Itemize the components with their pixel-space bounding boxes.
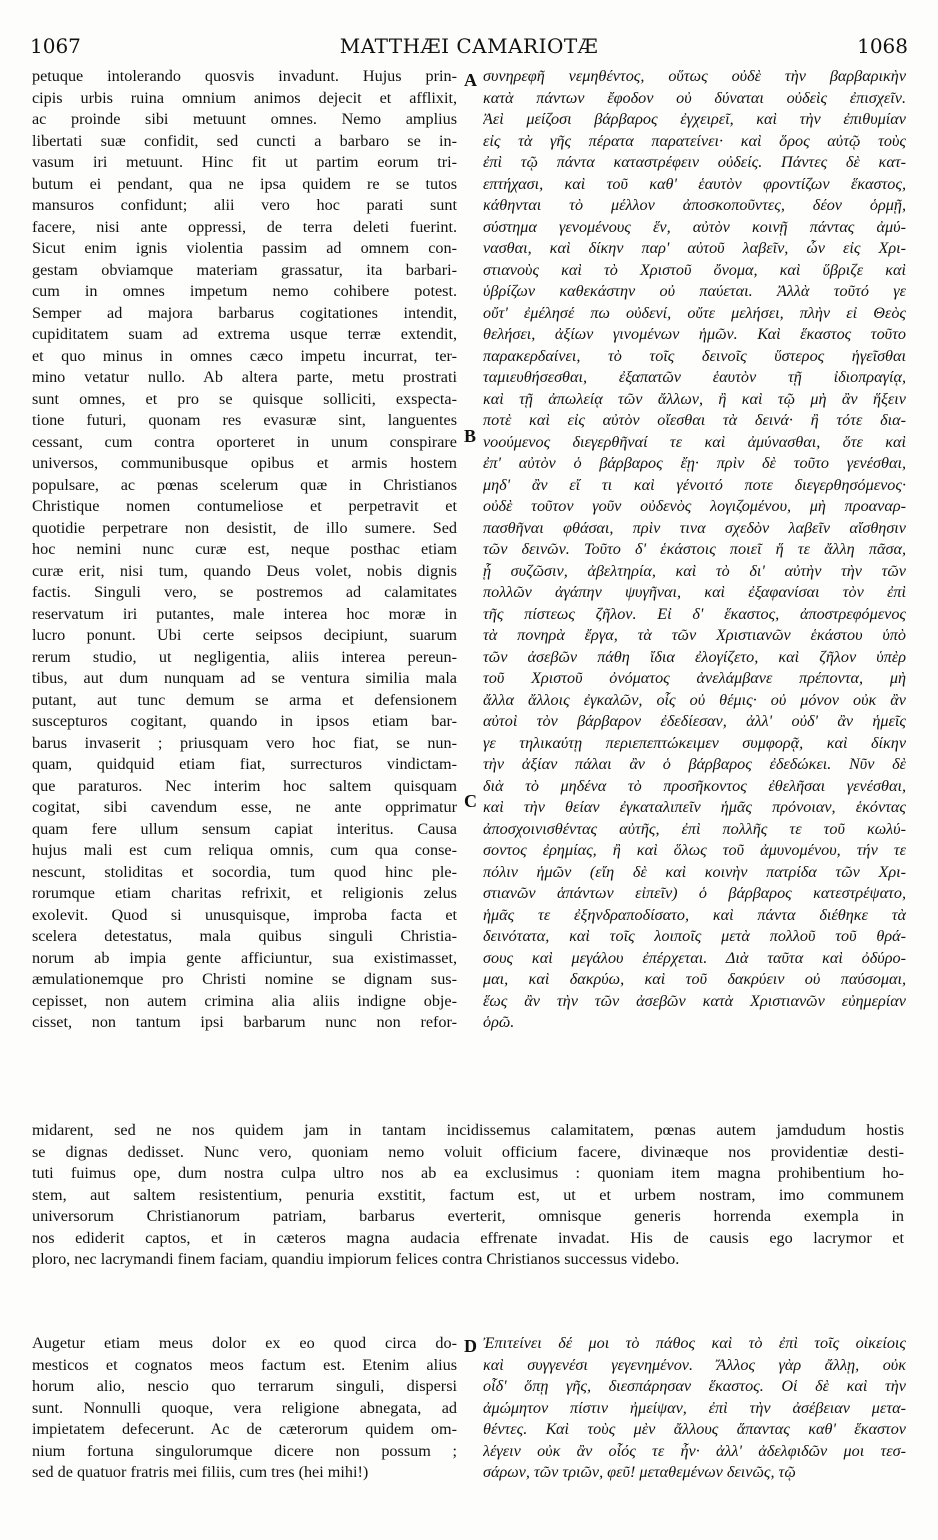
- text-line: διὰ τὸ μηδένα τὸ προσῆκοντος ἐθελῆσαι γενέσθαι,: [483, 776, 906, 795]
- text-line: æmulationemque pro Christi nomine se dignam sus-: [32, 970, 457, 988]
- text-line: suscepturos cogitant, quando in ipsos etiam bar-: [32, 712, 457, 730]
- text-line: tione futuri, quonam res evasuræ sint, languentes: [32, 411, 457, 429]
- text-line: στιανῶν ἁπάντων εἰπεῖν) ὁ βάρβαρος κατεστρέψατο,: [483, 884, 906, 902]
- text-line: norum ab impia gente afficiuntur, sua existimasset,: [32, 948, 457, 967]
- text-line: λέγειν οὐκ ἂν οἷός τε ἦν· ἀλλ' ἀδελφιδῶν μοι τεσ-: [483, 1441, 906, 1460]
- text-line: τῶν δεινῶν. Τοῦτο δ' ἑκάστοις ποιεῖ ἥ τε ἄλλη πᾶσα,: [483, 540, 906, 558]
- text-line: ἄλλα ἄλλοις ἐγκαλῶν, οἷς οὐ θέμις· οὐ μόνον οὐκ ἂν: [483, 690, 906, 709]
- text-line: ἡμᾶς τε ἐξηνδραποδίσατο, καὶ πάντα διέθηκε τὰ: [483, 905, 906, 924]
- section-marker-a: A: [464, 70, 477, 90]
- text-line: καὶ τὴν θείαν ἐγκαταλιπεῖν ἡμᾶς πρόνοιαν, ἑκόντας: [483, 798, 906, 816]
- text-line: cipis urbis ruina omnium animos dejecit et afflixit,: [32, 88, 457, 107]
- text-line: scelera detestatus, mala quibus singuli Christia-: [32, 927, 457, 945]
- text-line: cupiditatem suam ad extrema usque terræ extendit,: [32, 325, 457, 343]
- text-line: κάθηνται τὸ μέλλον ἀποσκοποῦντες, δέον ὁρμῇ,: [483, 196, 906, 214]
- text-line: Sicut enim ignis violentia passim ad omnem con-: [32, 239, 457, 257]
- page-header: [30, 34, 908, 60]
- text-line: que paraturos. Nec interim hoc saltem quisquam: [32, 776, 457, 795]
- text-line: impietatem defecerunt. Ac de cæterorum quidem om-: [32, 1420, 457, 1438]
- text-line: gestam obviamque materiam grassatur, ita barbari-: [32, 260, 457, 279]
- text-line: rorumque etiam charitas refrixit, et religionis zelus: [32, 884, 457, 902]
- text-line: cisset, non tantum ipsi barbarum nunc non refor-: [32, 1013, 457, 1031]
- text-line: οὔτ' ἐμέλησέ πω οὐδενί, οὔτε μελήσει, πλὴν εἰ Θεὸς: [483, 303, 906, 322]
- text-line: νοούμενος διεγερθῆναί τε καὶ ἀμύνασθαι, ὅτε καὶ: [483, 432, 906, 451]
- text-line: ὑβρίζων καθεκάστην οὐ παύεται. Ἀλλὰ τοῦτό γε: [483, 282, 906, 300]
- text-line: ploro, nec lacrymandi finem faciam, quandiu impiorum felices contra Christianos successus videbo.: [32, 1250, 680, 1268]
- text-line: Ἐπιτείνει δέ μοι τὸ πάθος καὶ τὸ ἐπὶ τοῖς οἰκείοις: [483, 1334, 906, 1352]
- text-line: petuque intolerando quosvis invadunt. Hujus prin-: [32, 67, 457, 85]
- text-line: αὐτοὶ τὸν βάρβαρον ἐδεδίεσαν, ἀλλ' οὐδ' ἂν ἡμεῖς: [483, 712, 906, 730]
- section-marker-d: D: [464, 1336, 477, 1356]
- text-line: ὁρῶ.: [483, 1013, 515, 1031]
- text-line: Augetur etiam meus dolor ex eo quod circa do-: [32, 1334, 457, 1352]
- text-line: hoc nemini nunc curæ est, neque posthac etiam: [32, 540, 457, 558]
- text-line: σους καὶ μεγάλου ἐπέρχεται. Διὰ ταῦτα καὶ ὀδύρο-: [483, 948, 906, 967]
- text-line: ταμιευθήσεσθαι, ἐξαπατῶν ἑαυτὸν τῇ ἰδιοπραγίᾳ,: [483, 368, 906, 386]
- text-line: putant, aut tunc demum se arma et defensionem: [32, 690, 457, 709]
- text-line: sed de quatuor fratris mei filiis, cum tres (hei mihi!): [32, 1463, 369, 1481]
- text-line: ἐπὶ τῷ πάντα καταστρέφειν οὐδείς. Πάντες δὲ κατ-: [483, 153, 906, 171]
- text-line: ἐπ' αὐτὸν ὁ βάρβαρος ἔῃ· πρὶν δὲ τοῦτο γενέσθαι,: [483, 454, 906, 472]
- text-line: σύστημα γενομένους ἕν, αὐτὸν κοινῇ πάντας ἀμύ-: [483, 217, 906, 236]
- text-line: universorum Christianorum patriam, barbarus everterit, omnisque generis horrenda exempla in: [32, 1207, 904, 1225]
- text-line: πασθῆναι φθάσαι, πρὶν τινα σχεδὸν λαβεῖν αἴσθησιν: [483, 518, 906, 537]
- text-line: καὶ συγγενέσι γεγενημένον. Ἄλλος γὰρ ἄλλῃ, οὐκ: [483, 1355, 906, 1374]
- text-line: συνηρεφῆ νεμηθέντος, οὕτως οὐδὲ τὴν βαρβαρικὴν: [483, 67, 906, 85]
- text-line: populsare, ac pœnas scelerum quæ in Christianos: [32, 475, 457, 494]
- running-title: MATTHÆI CAMARIOTÆ: [339, 34, 599, 58]
- text-line: παρακερδαίνει, τὸ τοῖς δεινοῖς ὕστερος ἡγεῖσθαι: [483, 346, 906, 365]
- text-line: horum alio, nescio quo terrarum singuli, dispersi: [32, 1377, 457, 1395]
- text-line: ποτὲ καὶ εἰς αὐτὸν οἴεσθαι τὰ δεινά· ἢ τότε δια-: [483, 411, 906, 429]
- text-line: mansuros confidunt; alii vero hoc parati sunt: [32, 196, 457, 214]
- text-line: σάρων, τῶν τριῶν, φεῦ! μεταθεμένων δεινῶς, τῷ: [483, 1463, 796, 1481]
- text-line: vasum iri metuunt. Hinc fit ut partim eorum tri-: [32, 153, 457, 171]
- text-line: butum ei pendant, qua ne ipsa quidem re se tutos: [32, 174, 457, 193]
- text-line: barus invaserit ; priusquam vero hoc fiat, se nun-: [32, 733, 457, 752]
- section-marker-b: B: [464, 426, 477, 446]
- text-line: quam fere ullum sensum capiat interitus. Causa: [32, 819, 457, 838]
- text-line: quotidie perpetrare non desistit, de illo sumere. Sed: [32, 518, 457, 537]
- text-line: rerum studio, ut negligentia, aliis interea pereun-: [32, 647, 457, 666]
- text-line: τὴν ἀξίαν πάλαι ἂν ὁ βάρβαρος ἐδεδώκει. Νῦν δὲ: [483, 755, 906, 773]
- text-line: Christique nomen contumeliose et perpetravit et: [32, 497, 457, 515]
- text-line: τῶν ἀσεβῶν πάθη ἴδια ἐλογίζετο, καὶ ζῆλον ὑπὲρ: [483, 647, 906, 666]
- text-line: οἶδ' ὅπῃ γῆς, διεσπάρησαν ἕκαστος. Οἱ δὲ καὶ τὴν: [483, 1377, 906, 1395]
- greek-column-d: [483, 1333, 906, 1484]
- text-line: πόλιν ἡμῶν (εἴη δὲ καὶ κοινὴν πατρίδα τῶν Χρι-: [483, 862, 906, 881]
- text-line: τὰ πονηρὰ ἔργα, τὰ τῶν Χριστιανῶν ἑκάστου ὑπὸ: [483, 626, 906, 644]
- text-line: cogitat, sibi cavendum esse, ne ante opprimatur: [32, 798, 457, 816]
- text-line: sunt omnes, et pro se quisque solliciti, exspecta-: [32, 389, 457, 408]
- text-line: mino vetatur nullo. Ab altera parte, metu prostrati: [32, 368, 457, 386]
- text-line: facere, nisi ante oppressi, de terra deleti fuerint.: [32, 217, 457, 236]
- text-line: στιανοὺς καὶ τὸ Χριστοῦ ὄνομα, καὶ ὕβριζε καὶ: [483, 260, 906, 279]
- text-line: nescunt, stoliditas et socordia, tum quod hinc ple-: [32, 862, 457, 881]
- text-line: reservatum iri putantes, male interea hoc moræ in: [32, 604, 457, 623]
- text-line: cessant, cum contra oporteret in unum conspirare: [32, 432, 457, 451]
- text-line: cum in omnes impetum nemo cohibere potest.: [32, 282, 457, 300]
- text-line: mesticos et cognatos meos factum est. Etenim alius: [32, 1355, 457, 1374]
- text-line: θέντες. Καὶ τοὺς μὲν ἄλλους ἅπαντας καθ' ἕκαστον: [483, 1420, 906, 1438]
- text-line: sunt. Nonnulli quoque, vera religione abnegata, ad: [32, 1398, 457, 1417]
- text-line: stem, aut saltem resistentium, penuria exstitit, factum est, ut et urbem nostram, imo communem: [32, 1185, 904, 1204]
- text-line: midarent, sed ne nos quidem jam in tantam incidissemus calamitatem, pœnas autem jamdudum hostis: [32, 1121, 904, 1139]
- page-number-left: 1067: [30, 34, 81, 58]
- text-line: ac proinde sibi metuunt omnes. Nemo amplius: [32, 110, 457, 128]
- text-line: καὶ τῇ ἀπωλείᾳ τῶν ἄλλων, ἢ καὶ τῷ μὴ ἂν ἥξειν: [483, 389, 906, 408]
- text-line: cepisset, non autem crimina alia aliis indigne obje-: [32, 991, 457, 1010]
- text-line: τοῦ Χριστοῦ ὀνόματος ἀνελάμβανε πρέποντα, μὴ: [483, 669, 906, 687]
- text-line: νασθαι, καὶ δίκην παρ' αὐτοῦ λαβεῖν, ὧν εἰς Χρι-: [483, 239, 906, 257]
- text-line: nos ediderit captos, et in cæteros magna audacia effrenate invadat. His de causis ego lacrymor et: [32, 1228, 904, 1247]
- text-line: Ἀεὶ μείζοσι βάρβαρος ἐγχειρεῖ, καὶ τὴν ἐπιθυμίαν: [483, 110, 906, 128]
- text-line: exolevit. Quod si unusquisque, improba facta et: [32, 905, 457, 924]
- text-line: επτήχασι, καὶ τοῦ καθ' ἑαυτὸν φροντίζων ἕκαστος,: [483, 174, 906, 193]
- text-line: μαι, καὶ δακρύω, καὶ τοῦ δακρύειν οὐ παύσομαι,: [483, 970, 906, 988]
- text-line: ἕως ἂν τὴν τῶν ἀσεβῶν κατὰ Χριστιανῶν εὐημερίαν: [483, 991, 906, 1010]
- text-line: μηδ' ἂν εἴ τι καὶ γένοιτό ποτε διεγερθησόμενος·: [483, 475, 906, 494]
- text-line: nium fortuna singulorumque dicere non possum ;: [32, 1441, 457, 1460]
- page-number-right: 1068: [857, 34, 908, 58]
- text-line: εἰς τὰ γῆς πέρατα παρατείνει· καὶ ὅρος αὐτῷ τοὺς: [483, 131, 906, 150]
- text-line: quam, quidquid etiam fiat, surrecturos vindictam-: [32, 755, 457, 773]
- text-line: τῆς πίστεως ζῆλον. Εἰ δ' ἕκαστος, ἀποστρεφόμενος: [483, 604, 906, 623]
- latin-full-width-paragraph: [32, 1120, 904, 1271]
- text-line: ἀποσχοινισθέντας αὐτῆς, ἐπὶ πολλῆς τε τοῦ κωλύ-: [483, 819, 906, 838]
- text-line: ᾗ συζῶσιν, ἀβελτηρία, καὶ τὸ δι' αὐτὴν τὴν τῶν: [483, 561, 906, 580]
- text-line: οὐδὲ τοῦτον γοῦν οὐδενὸς λογιζομένου, μὴ προαναρ-: [483, 497, 906, 515]
- greek-column-main: [483, 66, 906, 1034]
- text-line: hujus mali est cum reliqua omnis, cum qua conse-: [32, 841, 457, 859]
- text-line: Semper ad majora barbarus cogitationes intendit,: [32, 303, 457, 322]
- text-line: γε τηλικαύτῃ περιεπεπτώκειμεν συμφορᾷ, καὶ δίκην: [483, 733, 906, 752]
- text-line: se dignas dedisset. Nunc vero, quoniam nemo voluit officium facere, divinæque nos providentiæ desti-: [32, 1142, 904, 1161]
- text-line: tuti fuimus ope, dum nostra culpa ultro nos ab ea exclusimus : quoniam item magna prohibentium ho-: [32, 1164, 904, 1182]
- section-marker-c: C: [464, 791, 477, 811]
- text-line: libertati suæ confidit, sed cuncti a barbaro se in-: [32, 131, 457, 150]
- text-line: curæ erit, nisi tum, quando Deus volet, nobis dignis: [32, 561, 457, 580]
- text-line: κατὰ πάντων ἔφοδον οὐ δύναται οὐδεὶς ἐπισχεῖν.: [483, 88, 906, 107]
- text-line: universos, communibusque opibus et armis hostem: [32, 454, 457, 472]
- text-line: et quo minus in omnes cæco impetu incurrat, ter-: [32, 346, 457, 365]
- text-line: πολλῶν ἀγάπην ψυγῆναι, καὶ ἐξαφανίσαι τὸν ἐπὶ: [483, 583, 906, 601]
- text-line: factis. Singuli vero, se postremos ad calamitates: [32, 583, 457, 601]
- latin-column-main: [32, 66, 457, 1034]
- text-line: σοντος ἐρημίας, ἢ καὶ ὅλως τοῦ ἀμυνομένου, τήν τε: [483, 841, 906, 859]
- text-line: tibus, aut dum nunquam ad se ventura similia mala: [32, 669, 457, 687]
- text-line: θελήσει, ἀξίων γινομένων ἡμῶν. Καὶ ἕκαστος τοῦτο: [483, 325, 906, 343]
- text-line: lucro ponunt. Ubi certe seipsos decipiunt, suarum: [32, 626, 457, 644]
- text-line: ἀμώμητον πίστιν ἠμείψαν, ἐπὶ τὴν ἀσέβειαν μετα-: [483, 1398, 906, 1417]
- text-line: δεινότατα, καὶ τοῖς λοιποῖς μετὰ πολλοῦ τοῦ θρά-: [483, 927, 906, 945]
- latin-column-d: [32, 1333, 457, 1484]
